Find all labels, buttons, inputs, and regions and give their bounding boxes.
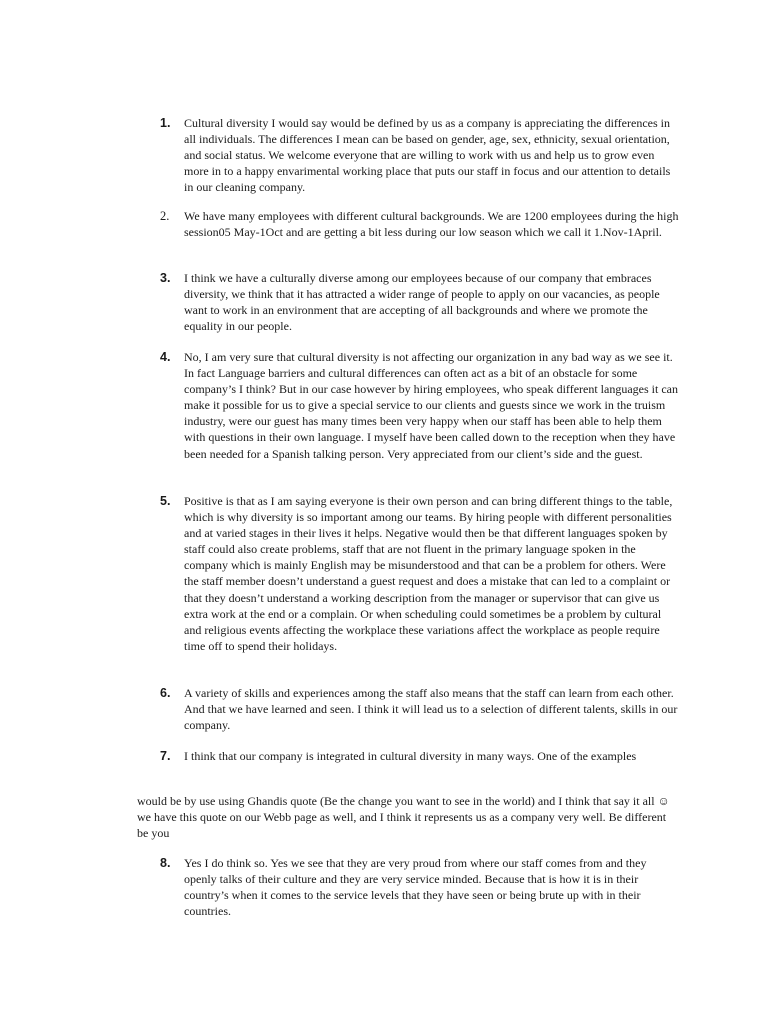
list-item-6 — [160, 685, 680, 733]
item-number: 4. — [160, 350, 171, 364]
item-text: I think that our company is integrated in cultural diversity in many ways. One of the examples — [184, 749, 637, 763]
list-item-8 — [160, 855, 680, 919]
item-text: Yes I do think so. Yes we see that they are very proud from where our staff comes from and they openly talks of their culture and they are very service minded. Because that is how it is in their country’s when it comes to the service levels that they have seen or being brute up with in their countries. — [184, 856, 647, 919]
item-number: 7. — [160, 749, 171, 763]
item-text: Cultural diversity I would say would be defined by us as a company is appreciating the differences in all individuals. The differences I mean can be based on gender, age, sex, ethnicity, sexual orientation, and social status. We welcome everyone that are willing to work with us and help us to grow even more in to a happy envarimental working place that puts our staff in focus and our attention to details in our cleaning company. — [184, 116, 671, 195]
continuation-paragraph: would be by use using Ghandis quote (Be the change you want to see in the world) and I think that say it all ☺ we have this quote on our Webb page as well, and I think it represents us as a company very well. Be different be you — [137, 794, 670, 841]
item-text: We have many employees with different cultural backgrounds. We are 1200 employees during the high session05 May-1Oct and are getting a bit less during our low season which we call it 1.Nov-1April. — [184, 209, 679, 240]
list-item-1 — [160, 115, 680, 195]
item-number: 1. — [160, 116, 171, 130]
item-text: Positive is that as I am saying everyone is their own person and can bring different things to the table, which is why diversity is so important among our teams. By hiring people with different personalities and at varied stages in their lives it helps. Negative would then be that different languages spoken by staff could also create problems, staff that are not fluent in the primary language spoken in the company which is mainly English may be misunderstood and that can be a problem for others. Were the staff member doesn’t understand a guest request and does a mistake that can led to a complaint or that they doesn’t understand a working description from the manager or supervisor that can give us extra work at the end or a complain. Or when scheduling could sometimes be a problem by cultural and religious events affecting the workplace these variations affect the workplace as people require time off to spend their holidays. — [184, 494, 673, 653]
item-number: 6. — [160, 686, 171, 700]
list-item-5 — [160, 493, 680, 654]
item-text: I think we have a culturally diverse among our employees because of our company that embraces diversity, we think that it has attracted a wider range of people to apply on our vacancies, as people want to work in an environment that are accepting of all backgrounds and where we promote the equality in our people. — [184, 271, 660, 334]
item-text: A variety of skills and experiences among the staff also means that the staff can learn from each other. And that we have learned and seen. I think it will lead us to a selection of different talents, skills in our company. — [184, 686, 678, 733]
item-number: 2. — [160, 209, 170, 223]
item-number: 8. — [160, 856, 171, 870]
item-number: 3. — [160, 271, 171, 285]
list-item-4 — [160, 349, 680, 462]
item-text: No, I am very sure that cultural diversity is not affecting our organization in any bad way as we see it. In fact Language barriers and cultural differences can often act as a bit of an obstacle for some company’s I think? But in our case however by hiring employees, who speak different languages it can make it possible for us to give a special service to our clients and guests since we work in the truism industry, were our guest has many times been very happy when our staff has been able to help them with questions in their own language. I myself have been called down to the reception when they have been needed for a Spanish talking person. Very appreciated from our client’s side and the guest. — [184, 350, 678, 461]
list-item-2 — [160, 208, 680, 240]
list-item-7 — [160, 748, 680, 764]
item-number: 5. — [160, 494, 171, 508]
list-item-3 — [160, 270, 680, 334]
